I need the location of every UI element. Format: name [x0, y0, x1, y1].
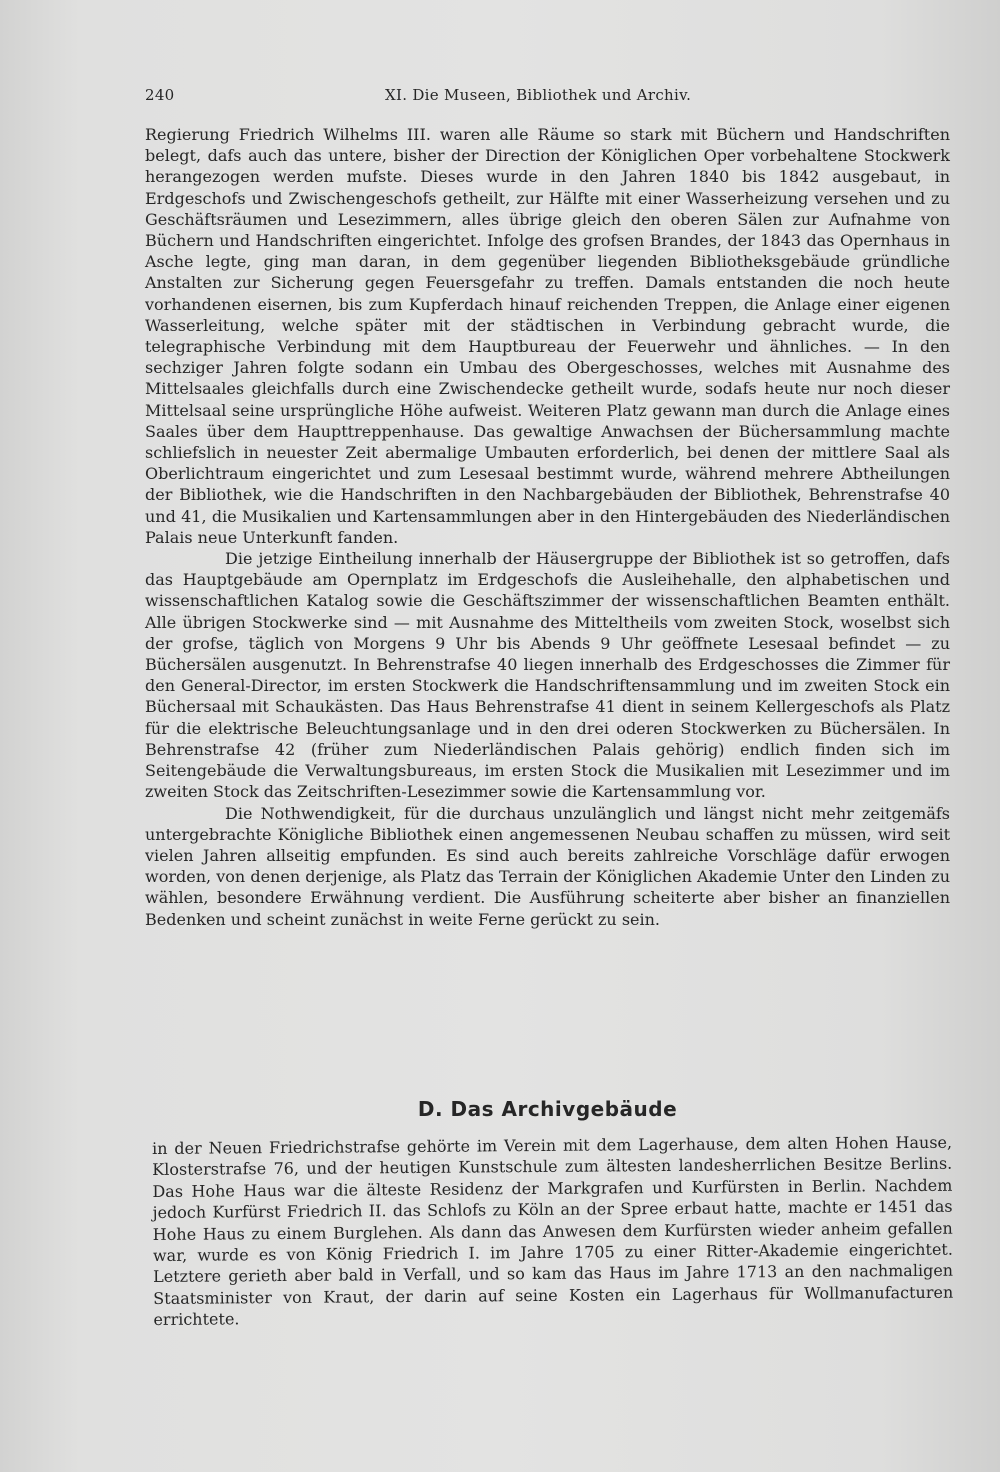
paragraph: Regierung Friedrich Wilhelms III. waren alle Räume so stark mit Büchern und Handschriften belegt, dafs auch das untere, bisher der Direction der Königlichen Oper vorbehaltene Stockwerk herangezogen werden mufste. Dieses wurde in den Jahren 1840 bis 1842 ausgebaut, in Erdgeschofs und Zwischengeschofs getheilt, zur Hälfte mit einer Wasserheizung versehen und zu Geschäftsräumen und Lesezimmern, alles übrige gleich den oberen Sälen zur Aufnahme von Büchern und Handschriften eingerichtet. Infolge des grofsen Brandes, der 1843 das Opernhaus in Asche legte, ging man daran, in dem gegenüber liegenden Bibliotheksgebäude gründliche Anstalten zur Sicherung gegen Feuersgefahr zu treffen. Damals entstanden die noch heute vorhandenen eisernen, bis zum Kupferdach hinauf reichenden Treppen, die Anlage einer eigenen Wasserleitung, welche später mit der städtischen in Verbindung gebracht wurde, die telegraphische Verbindung mit dem Hauptbureau der Feuerwehr und ähnliches. — In den sechziger Jahren folgte sodann ein Umbau des Obergeschosses, welches mit Ausnahme des Mittelsaales gleichfalls durch eine Zwischendecke getheilt wurde, sodafs heute nur noch dieser Mittelsaal seine ursprüngliche Höhe aufweist. Weiteren Platz gewann man durch die Anlage eines Saales über dem Haupttreppenhause. Das gewaltige Anwachsen der Büchersammlung machte schliefslich in neuester Zeit abermalige Umbauten erforderlich, bei denen der mittlere Saal als Oberlichtraum eingerichtet und zum Lesesaal bestimmt wurde, während mehrere Abtheilungen der Bibliothek, wie die Handschriften in den Nachbargebäuden der Bibliothek, Behrenstrafse 40 und 41, die Musikalien und Kartensammlungen aber in den Hintergebäuden des Niederländischen Palais neue Unterkunft fanden.	[145, 125, 950, 547]
archive-text	[152, 1132, 953, 1331]
library-text	[145, 124, 950, 930]
paragraph: Die jetzige Eintheilung innerhalb der Häusergruppe der Bibliothek ist so getroffen, dafs das Hauptgebäude am Opernplatz im Erdgeschofs die Ausleihehalle, den alphabetischen und wissenschaftlichen Katalog sowie die Geschäftszimmer der wissenschaftlichen Beamten enthält. Alle übrigen Stockwerke sind — mit Ausnahme des Mitteltheils vom zweiten Stock, woselbst sich der grofse, täglich von Morgens 9 Uhr bis Abends 9 Uhr geöffnete Lesesaal befindet — zu Büchersälen ausgenutzt. In Behrenstrafse 40 liegen innerhalb des Erdgeschosses die Zimmer für den General-Director, im ersten Stockwerk die Handschriftensammlung und im zweiten Stock ein Büchersaal mit Schaukästen. Das Haus Behrenstrafse 41 dient in seinem Kellergeschofs als Platz für die elektrische Beleuchtungsanlage und in den drei oderen Stockwerken zu Büchersälen. In Behrenstrafse 42 (früher zum Niederländischen Palais gehörig) endlich finden sich im Seitengebäude die Verwaltungsbureaus, im ersten Stock die Musikalien mit Lesezimmer und im zweiten Stock das Zeitschriften-Lesezimmer sowie die Kartensammlung vor.	[145, 549, 950, 802]
page-number: 240	[145, 86, 175, 104]
paragraph: in der Neuen Friedrichstrafse gehörte im Verein mit dem Lagerhause, dem alten Hohen Hause, Klosterstrafse 76, und der heutigen Kunstschule zum ältesten landesherrlichen Besitze Berlins. Das Hohe Haus war die älteste Residenz der Markgrafen und Kurfürsten in Berlin. Nachdem jedoch Kurfürst Friedrich II. das Schlofs zu Köln an der Spree erbaut hatte, machte er 1451 das Hohe Haus zu einem Burglehen. Als dann das Anwesen dem Kurfürsten wieder anheim gefallen war, wurde es von König Friedrich I. im Jahre 1705 zu einer Ritter-Akademie eingerichtet. Letztere gerieth aber bald in Verfall, und so kam das Haus im Jahre 1713 an den nachmaligen Staatsminister von Kraut, der darin auf seine Kosten ein Lagerhaus für Wollmanufacturen errichtete.	[152, 1132, 954, 1330]
section-heading: D. Das Archivgebäude	[417, 1097, 678, 1121]
running-title: XI. Die Museen, Bibliothek und Archiv.	[385, 86, 692, 104]
paragraph: Die Nothwendigkeit, für die durchaus unzulänglich und längst nicht mehr zeitgemäfs untergebrachte Königliche Bibliothek einen angemessenen Neubau schaffen zu müssen, wird seit vielen Jahren allseitig empfunden. Es sind auch bereits zahlreiche Vorschläge dafür erwogen worden, von denen derjenige, als Platz das Terrain der Königlichen Akademie Unter den Linden zu wählen, besondere Erwähnung verdient. Die Ausführung scheiterte aber bisher an finanziellen Bedenken und scheint zunächst in weite Ferne gerückt zu sein.	[145, 803, 950, 929]
running-head	[145, 86, 950, 116]
